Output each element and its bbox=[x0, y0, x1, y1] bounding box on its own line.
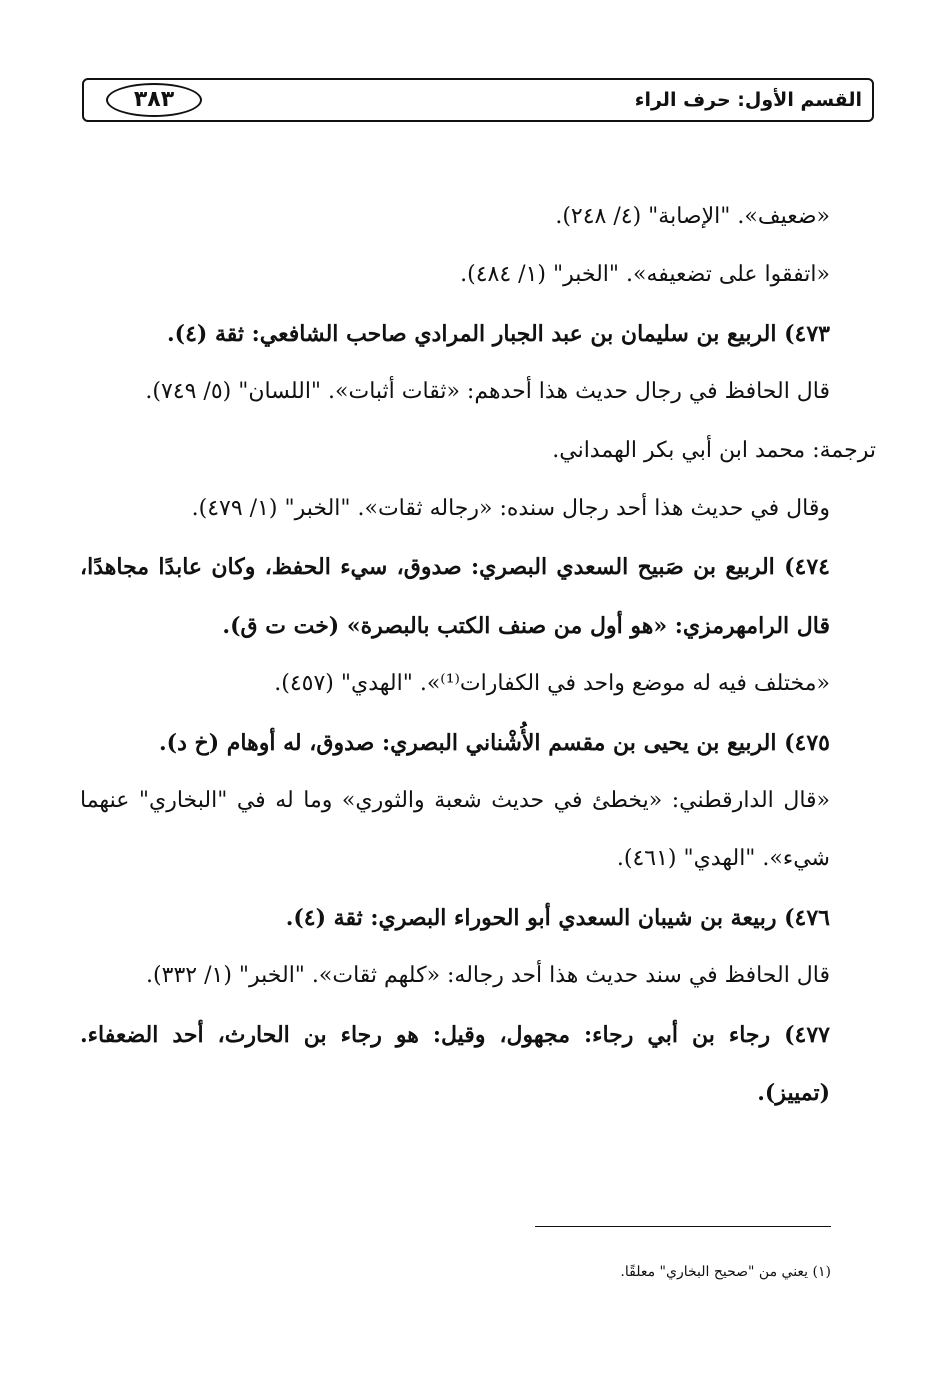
text-line: «ضعيف». "الإصابة" (٤/ ٢٤٨). bbox=[555, 204, 830, 229]
entry-473: ٤٧٣) الربيع بن سليمان بن عبد الجبار المرادي صاحب الشافعي: ثقة (٤). bbox=[167, 320, 830, 347]
header-title: القسم الأول: حرف الراء bbox=[634, 89, 862, 111]
text-line: «قال الدارقطني: «يخطئ في حديث شعبة والثوري» وما له في "البخاري" عنهما شيء». "الهدي" (٤٦١). bbox=[80, 788, 830, 872]
running-header bbox=[82, 78, 874, 122]
entry-477: ٤٧٧) رجاء بن أبي رجاء: مجهول، وقيل: هو رجاء بن الحارث، أحد الضعفاء. (تمييز). bbox=[80, 1021, 830, 1107]
page-body bbox=[80, 188, 876, 1123]
text-line: «اتفقوا على تضعيفه». "الخبر" (١/ ٤٨٤). bbox=[460, 262, 830, 288]
text-line: قال الحافظ في رجال حديث هذا أحدهم: «ثقات أثبات». "اللسان" (٥/ ٧٤٩). bbox=[145, 379, 830, 405]
text-line: قال الحافظ في سند حديث هذا أحد رجاله: «كلهم ثقات». "الخبر" (١/ ٣٣٢). bbox=[146, 963, 830, 989]
page-number: ٣٨٣ bbox=[106, 83, 202, 117]
text-line: ترجمة: محمد ابن أبي بكر الهمداني. bbox=[552, 437, 876, 463]
entry-475: ٤٧٥) الربيع بن يحيى بن مقسم الأُشْناني البصري: صدوق، له أوهام (خ د). bbox=[159, 729, 830, 756]
text-line: «مختلف فيه له موضع واحد في الكفارات⁽¹⁾». "الهدي" (٤٥٧). bbox=[274, 671, 830, 697]
entry-476: ٤٧٦) ربيعة بن شيبان السعدي أبو الحوراء البصري: ثقة (٤). bbox=[285, 904, 830, 931]
entry-474: ٤٧٤) الربيع بن صَبيح السعدي البصري: صدوق، سيء الحفظ، وكان عابدًا مجاهدًا، قال الرامهرمزي: «هو أول من صنف الكتب بالبصرة» (خت ت ق). bbox=[80, 554, 830, 639]
footnote-divider bbox=[535, 1226, 831, 1227]
footnote: (١) يعني من "صحيح البخاري" معلقًا. bbox=[620, 1264, 831, 1280]
text-line: وقال في حديث هذا أحد رجال سنده: «رجاله ثقات». "الخبر" (١/ ٤٧٩). bbox=[191, 496, 830, 522]
